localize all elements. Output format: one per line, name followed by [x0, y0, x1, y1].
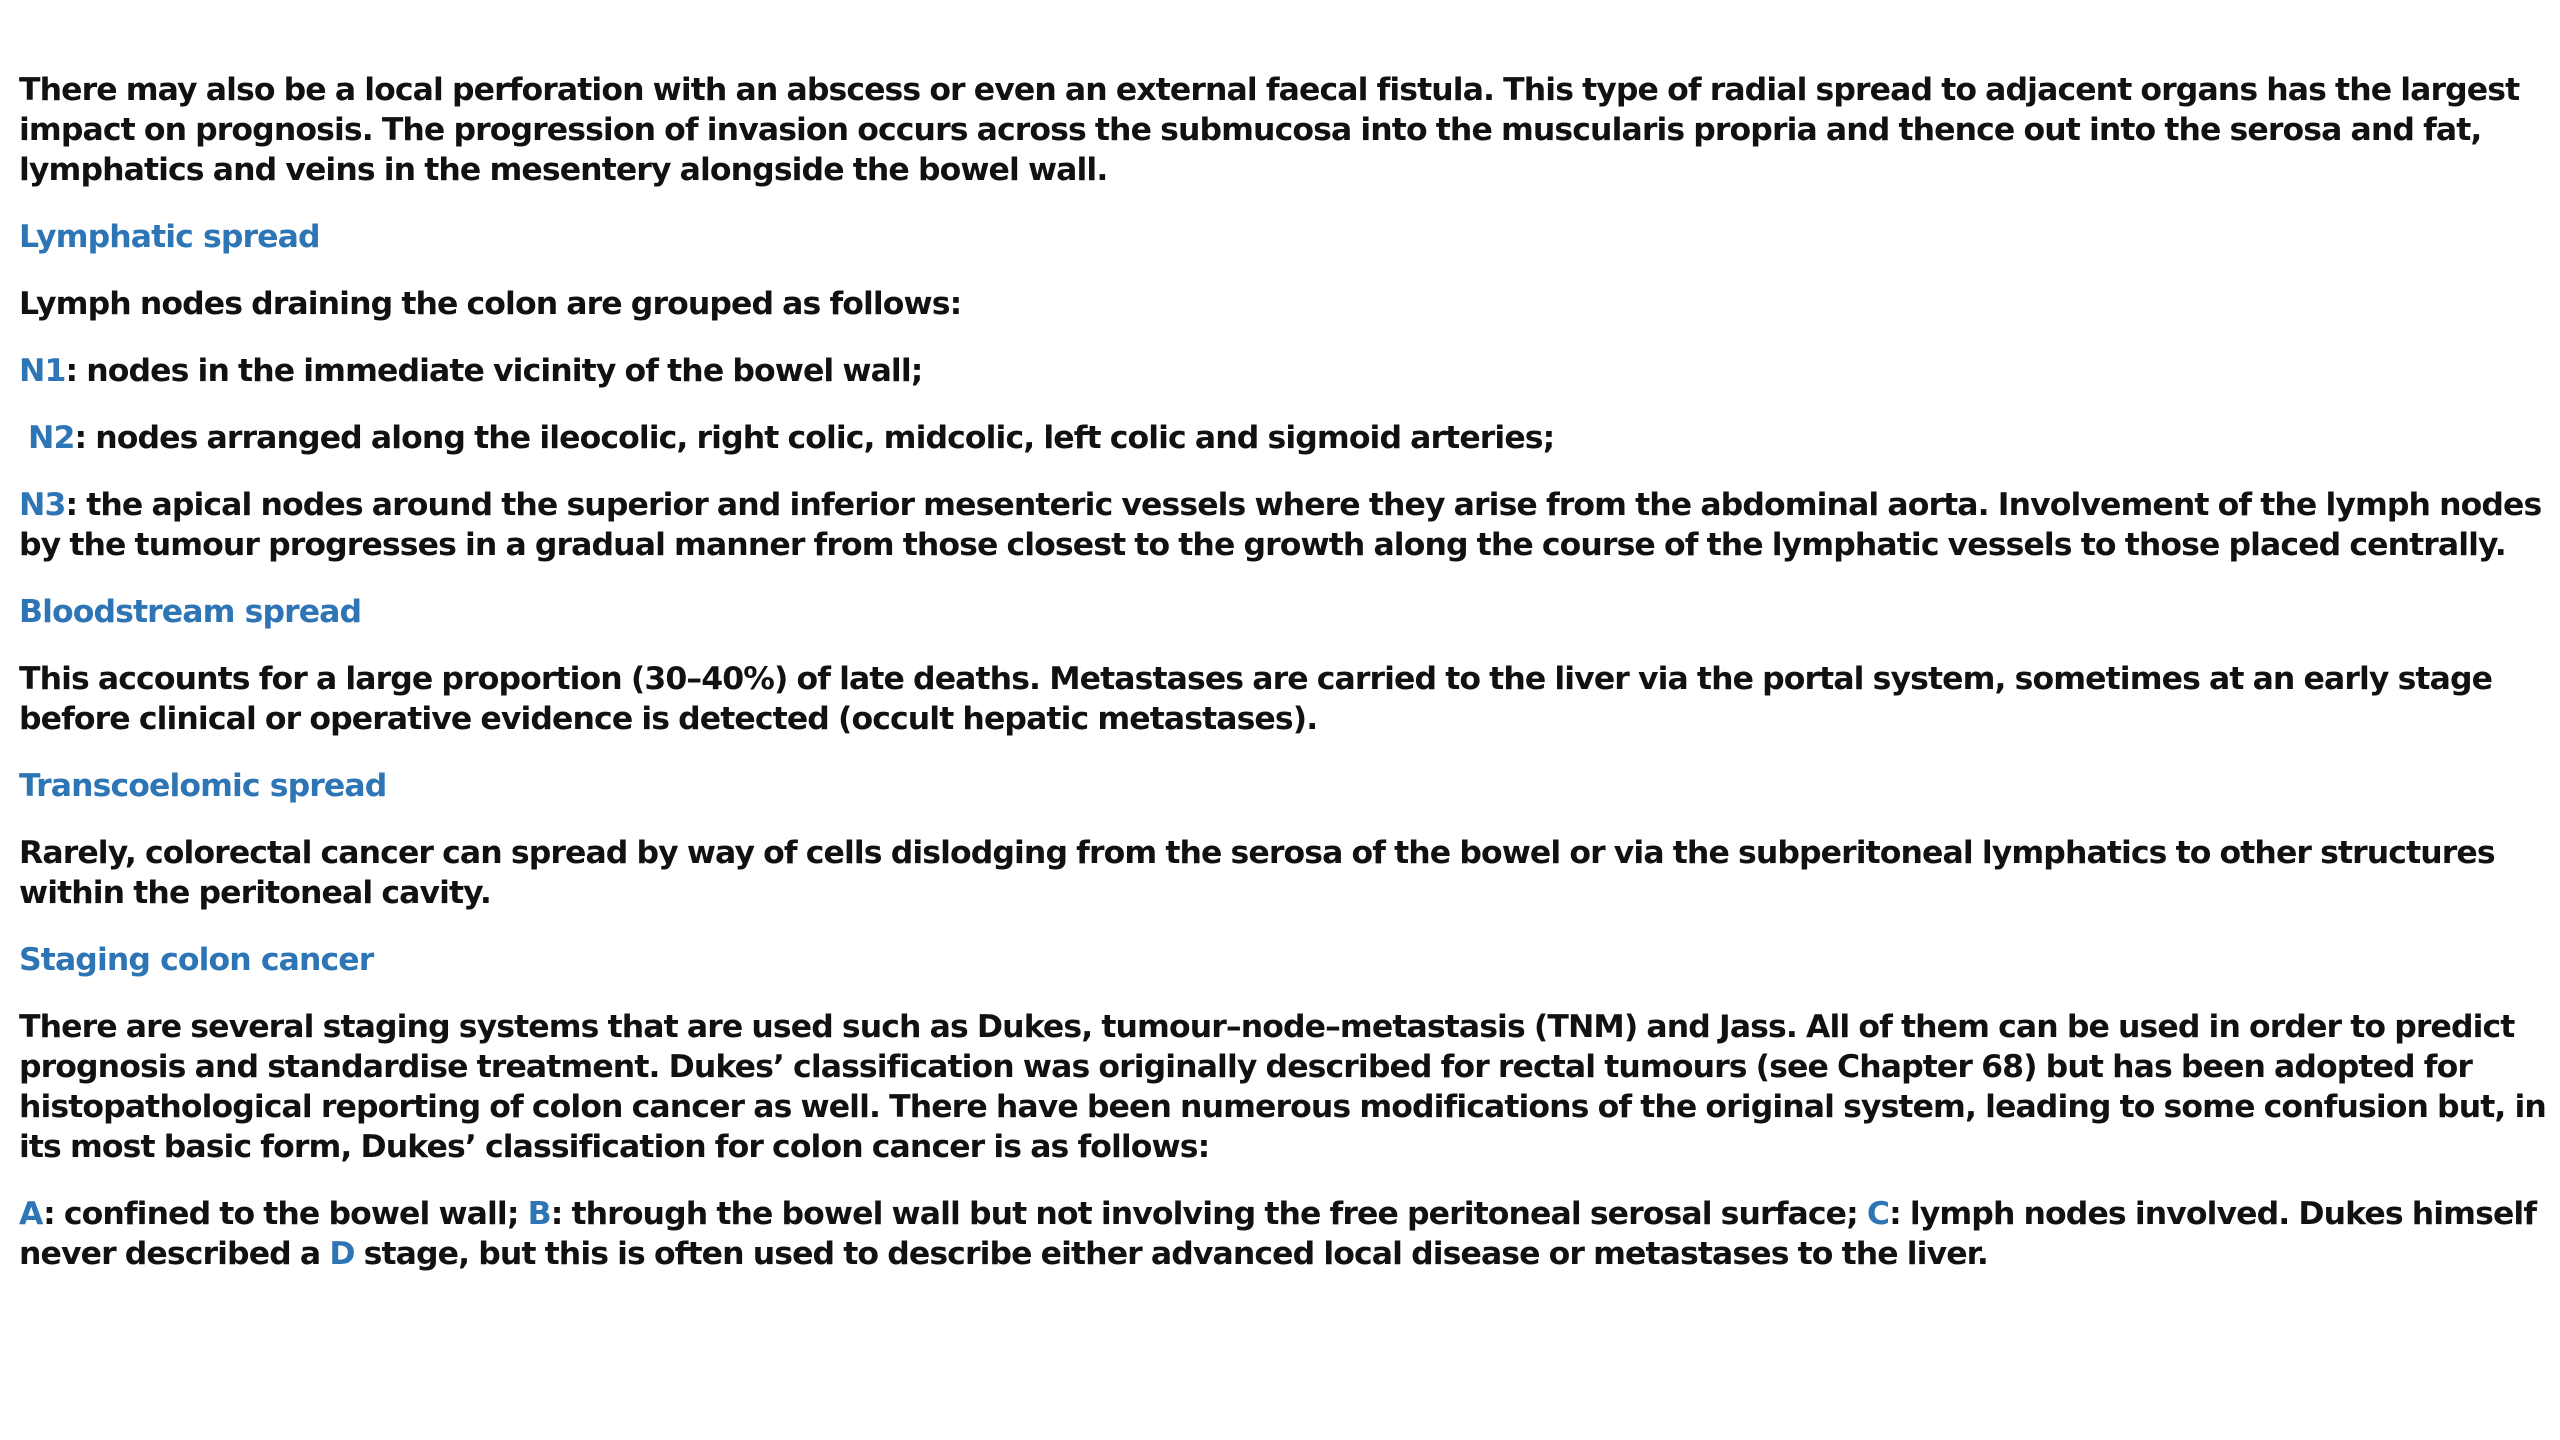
n2-paragraph — [19, 418, 2546, 458]
stage-d-label: D — [329, 1236, 355, 1272]
transcoelomic-spread-heading: Transcoelomic spread — [19, 768, 387, 804]
stage-b-label: B — [527, 1196, 551, 1232]
stage-b-text: : through the bowel wall but not involving the free peritoneal serosal surface; — [550, 1196, 1867, 1232]
stage-c-text: : lymph nodes involved. Dukes himself never described a — [19, 1196, 2537, 1272]
dukes-stages-paragraph — [19, 1194, 2546, 1274]
bloodstream-spread-heading: Bloodstream spread — [19, 594, 362, 630]
n2-label: N2 — [28, 420, 75, 456]
stage-a-text: : confined to the bowel wall; — [43, 1196, 528, 1232]
lymphatic-spread-heading: Lymphatic spread — [19, 219, 320, 255]
n1-text: : nodes in the immediate vicinity of the bowel wall; — [65, 353, 923, 389]
intro-paragraph: There may also be a local perforation with an abscess or even an external faecal fistula. This type of radial spread to adjacent organs has the largest impact on prognosis. The progression of invasion occurs across the submucosa into the muscularis propria and thence out into the serosa and fat, lymphatics and veins in the mesentery alongside the bowel wall. — [19, 72, 2520, 188]
transcoelomic-paragraph: Rarely, colorectal cancer can spread by way of cells dislodging from the serosa of the bowel or via the subperitoneal lymphatics to other structures within the peritoneal cavity. — [19, 835, 2495, 911]
stage-c-label: C — [1866, 1196, 1890, 1232]
n3-paragraph — [19, 485, 2546, 565]
staging-heading: Staging colon cancer — [19, 942, 374, 978]
stage-d-text: stage, but this is often used to describe either advanced local disease or metastases to the liver. — [354, 1236, 1988, 1272]
n2-text: : nodes arranged along the ileocolic, right colic, midcolic, left colic and sigmoid arteries; — [74, 420, 1555, 456]
n3-text: : the apical nodes around the superior and inferior mesenteric vessels where they arise from the abdominal aorta. Involvement of the lymph nodes by the tumour progresses in a gradual manner from those closest to the growth along the course of the lymphatic vessels to those placed centrally. — [19, 487, 2542, 563]
bloodstream-paragraph: This accounts for a large proportion (30–40%) of late deaths. Metastases are carried to the liver via the portal system, sometimes at an early stage before clinical or operative evidence is detected (occult hepatic metastases). — [19, 661, 2493, 737]
stage-a-label: A — [19, 1196, 44, 1232]
n1-paragraph — [19, 351, 2546, 391]
staging-paragraph: There are several staging systems that are used such as Dukes, tumour–node–metastasis (TNM) and Jass. All of them can be used in order to predict prognosis and standardise treatment. Dukes’ classification was originally described for rectal tumours (see Chapter 68) but has been adopted for histopathological reporting of colon cancer as well. There have been numerous modifications of the original system, leading to some confusion but, in its most basic form, Dukes’ classification for colon cancer is as follows: — [19, 1009, 2546, 1165]
n3-label: N3 — [19, 487, 66, 523]
n1-label: N1 — [19, 353, 66, 389]
lymphatic-lead-paragraph: Lymph nodes draining the colon are grouped as follows: — [19, 286, 962, 322]
